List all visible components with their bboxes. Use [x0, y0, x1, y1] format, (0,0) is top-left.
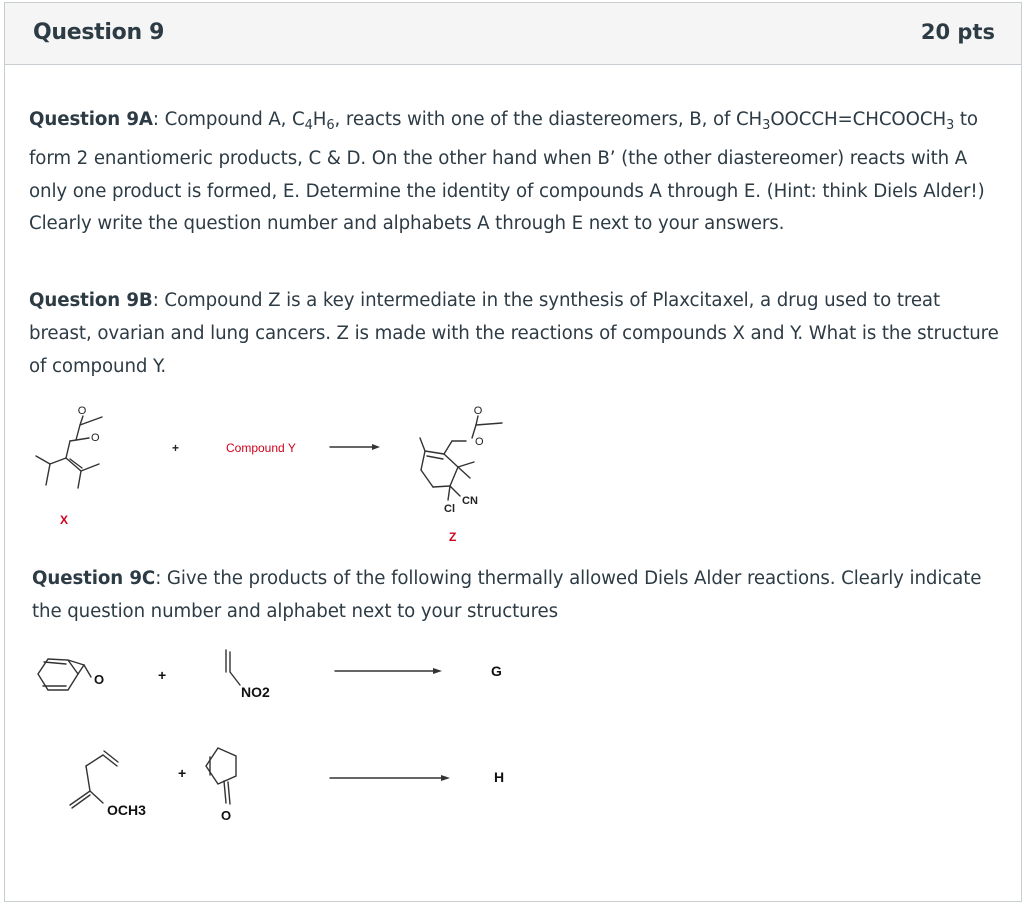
- question-9b-label: Question 9B: [29, 290, 153, 311]
- methoxybutadiene-reactant: [70, 751, 118, 808]
- och3-group: OCH3: [107, 802, 146, 818]
- plus-sign-h: +: [178, 765, 187, 781]
- nitroethylene-reactant: [226, 650, 240, 685]
- compound-x-structure: [36, 416, 102, 488]
- question-points: 20 pts: [920, 20, 995, 44]
- z-carbonyl-o: O: [473, 405, 483, 417]
- question-title: Question 9: [33, 20, 165, 45]
- question-9a-label: Question 9A: [29, 109, 153, 130]
- compound-y-label: Compound Y: [226, 441, 296, 455]
- question-9b-text: Question 9B: Compound Z is a key intermediate in the synthesis of Plaxcitaxel, a drug used to treat breast, ovarian and lung cancers. Z is made with the reactions of compounds X and Y. What is the structure of compound Y.: [29, 290, 999, 377]
- z-ester-o: O: [475, 436, 484, 448]
- no2-group: NO2: [241, 684, 270, 700]
- question-9c-text: Question 9C: Give the products of the following thermally allowed Diels Alder reactions. Clearly indicate the question number and alphabet next to your structures: [32, 568, 982, 622]
- cyclopentenone-o-atom: O: [221, 808, 232, 823]
- oxabicycle-o-atom: O: [94, 672, 105, 687]
- cyclopentenone-reactant: [206, 748, 236, 804]
- plus-sign-g: +: [158, 667, 167, 683]
- product-h-label: H: [494, 769, 505, 785]
- compound-z-label: Z: [449, 530, 457, 544]
- plus-sign: +: [172, 441, 180, 455]
- x-carbonyl-o: O: [77, 405, 87, 417]
- question-9a-text: Question 9A: Compound A, $C_4H_6$, reacts with one of the diastereomers, B, of $CH_3OOCCH=CHCOOCH_3$ to form 2 enantiomeric products, C & D. On the other hand when B’ (the other diastereomer) reacts with A only one product is formed, E. Determine the identity of compounds A through E. (Hint: think Diels Alder!) Clearly write the question number and alphabets A through E next to your answers.: [29, 109, 985, 235]
- z-cn-group: CN: [462, 495, 478, 507]
- compound-z-structure: [420, 416, 502, 500]
- oxabicycle-reactant: [38, 659, 91, 690]
- compound-x-label: X: [60, 513, 69, 527]
- question-9c-label: Question 9C: [32, 568, 156, 589]
- product-g-label: G: [491, 663, 502, 679]
- x-ester-o: O: [91, 432, 100, 444]
- z-cl-atom: Cl: [444, 503, 455, 515]
